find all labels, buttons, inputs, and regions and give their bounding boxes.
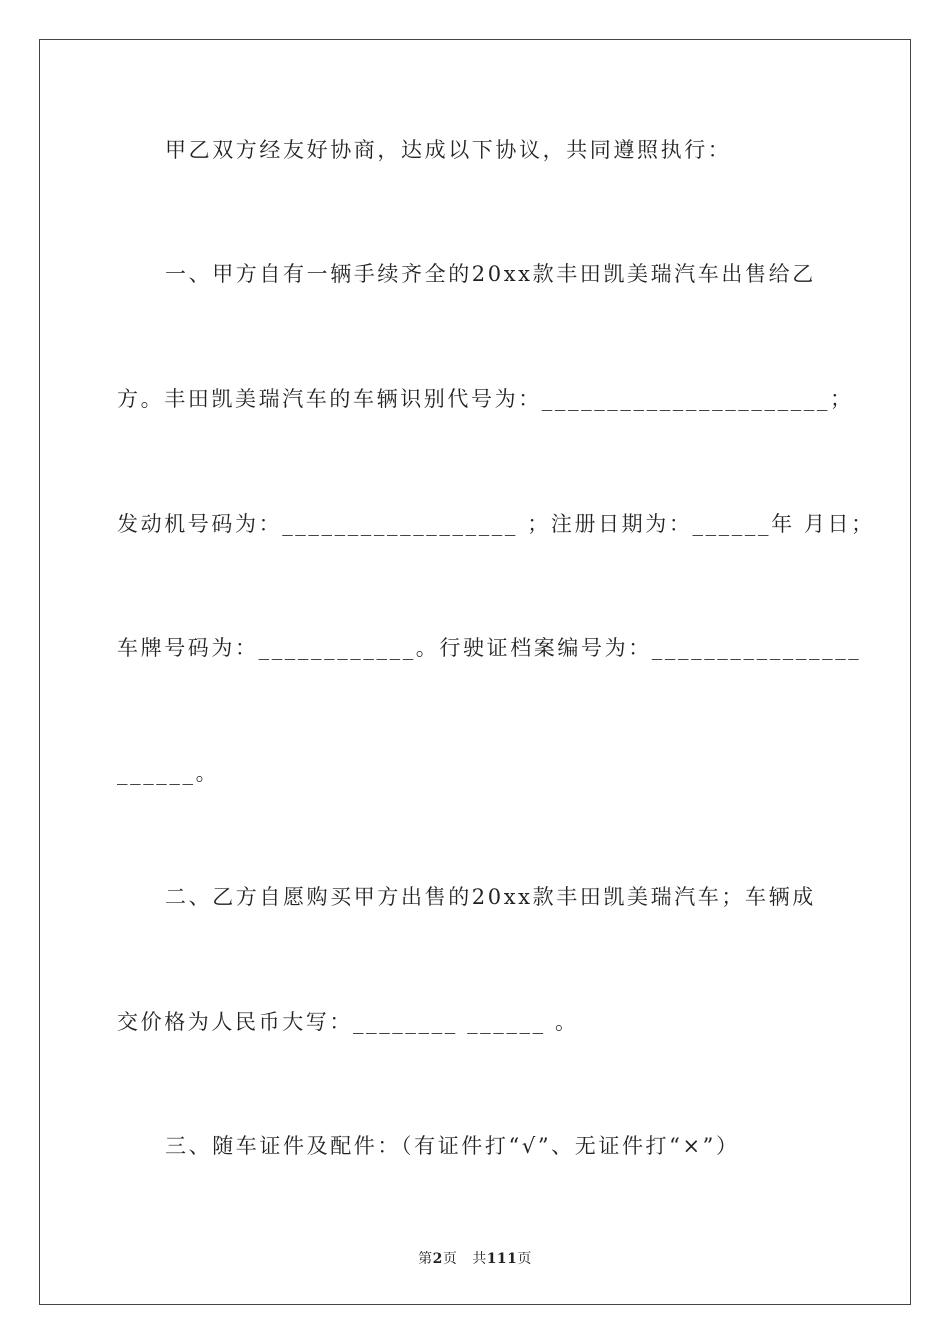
clause-two-line-2: 交价格为人民币大写：________ ______ 。 — [117, 1010, 579, 1034]
clause-three-line-1: 三、随车证件及配件：（有证件打“√”、无证件打“×”） — [165, 1134, 740, 1158]
total-suffix: 页 — [517, 1251, 532, 1267]
clause-one-line-1: 一、甲方自有一辆手续齐全的20xx款丰田凯美瑞汽车出售给乙 — [165, 262, 816, 286]
clause-two-line-1: 二、乙方自愿购买甲方出售的20xx款丰田凯美瑞汽车；车辆成 — [165, 885, 816, 909]
total-pages: 111 — [486, 1251, 518, 1267]
page-number: 2 — [432, 1251, 443, 1267]
paragraph-intro: 甲乙双方经友好协商，达成以下协议，共同遵照执行： — [165, 138, 732, 162]
clause-one-line-3: 发动机号码为：__________________ ；注册日期为：______年 月日； — [117, 512, 875, 536]
page-border — [39, 39, 911, 1305]
clause-one-line-4: 车牌号码为：____________。行驶证档案编号为：________________ — [117, 636, 862, 660]
clause-one-line-5: ______。 — [117, 761, 220, 785]
total-prefix: 共 — [472, 1251, 487, 1267]
clause-one-line-2: 方。丰田凯美瑞汽车的车辆识别代号为：______________________； — [117, 387, 854, 411]
page-footer — [0, 1248, 950, 1268]
page-suffix: 页 — [442, 1251, 458, 1267]
page-prefix: 第 — [418, 1251, 433, 1267]
